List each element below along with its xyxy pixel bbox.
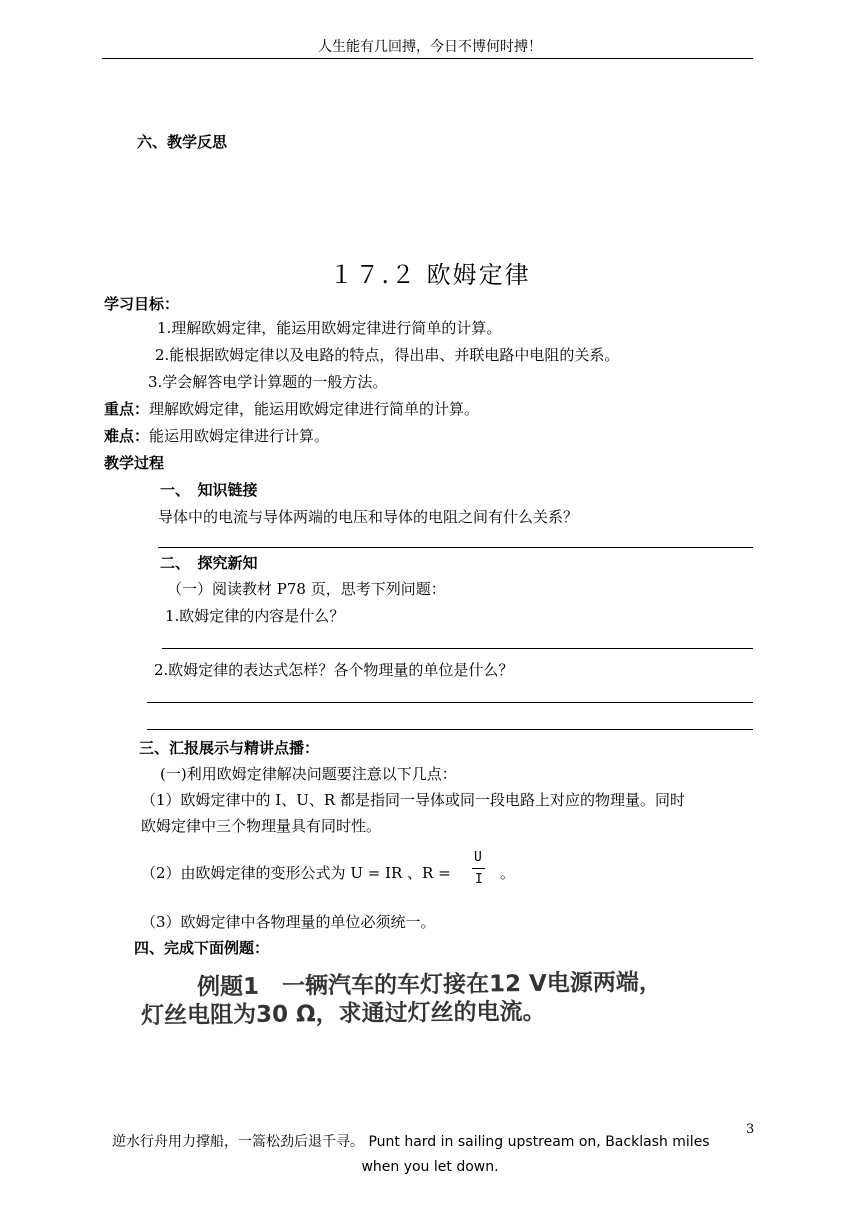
objective-item: 2.能根据欧姆定律以及电路的特点，得出串、并联电路中电阻的关系。 bbox=[155, 346, 620, 364]
fraction-numerator: U bbox=[474, 850, 482, 865]
part3-point2-suffix: 。 bbox=[500, 864, 516, 882]
part2-heading: 二、 探究新知 bbox=[160, 554, 258, 572]
answer-line bbox=[158, 547, 753, 548]
header-motto: 人生能有几回搏，今日不博何时搏！ bbox=[318, 39, 542, 55]
example-line1: 例题1 一辆汽车的车灯接在12 V电源两端， bbox=[196, 969, 662, 1001]
part1-heading: 一、 知识链接 bbox=[160, 481, 258, 499]
part3-point3: （3）欧姆定律中各物理量的单位必须统一。 bbox=[141, 913, 436, 931]
objectives-label: 学习目标： bbox=[104, 295, 180, 313]
section6-heading: 六、教学反思 bbox=[137, 133, 228, 151]
part2-q2: 2.欧姆定律的表达式怎样？各个物理量的单位是什么？ bbox=[154, 661, 514, 679]
part3-point2: （2）由欧姆定律的变形公式为 U = IR 、R = bbox=[141, 864, 451, 882]
example-line2: 灯丝电阻为30 Ω，求通过灯丝的电流。 bbox=[140, 998, 546, 1030]
difficulty bbox=[104, 425, 329, 446]
part3-intro: (一)利用欧姆定律解决问题要注意以下几点： bbox=[160, 765, 457, 783]
difficulty-text: 能运用欧姆定律进行计算。 bbox=[149, 427, 330, 445]
part2-q1: 1.欧姆定律的内容是什么？ bbox=[165, 607, 345, 625]
header-rule bbox=[102, 58, 753, 59]
answer-line bbox=[162, 648, 753, 649]
process-heading: 教学过程 bbox=[104, 454, 165, 472]
part3-point1-line1: （1）欧姆定律中的 I、U、R 都是指同一导体或同一段电路上对应的物理量。同时 bbox=[141, 791, 685, 809]
difficulty-label: 难点： bbox=[104, 427, 150, 445]
footer-line2: when you let down. bbox=[361, 1159, 499, 1175]
part3-point1-line2: 欧姆定律中三个物理量具有同时性。 bbox=[141, 817, 382, 835]
page-title: １７.２ 欧姆定律 bbox=[329, 261, 531, 289]
part2-intro: （一）阅读教材 P78 页，思考下列问题： bbox=[167, 580, 446, 598]
page-number: 3 bbox=[746, 1122, 755, 1137]
part3-heading: 三、汇报展示与精讲点播： bbox=[139, 739, 320, 757]
footer-line1: 逆水行舟用力撑船，一篙松劲后退千寻。 Punt hard in sailing upstream on, Backlash miles bbox=[112, 1134, 710, 1150]
fraction-denominator: I bbox=[475, 872, 483, 887]
part1-question: 导体中的电流与导体两端的电压和导体的电阻之间有什么关系？ bbox=[158, 508, 579, 526]
part4-heading: 四、完成下面例题： bbox=[134, 939, 270, 957]
answer-line bbox=[147, 702, 753, 703]
fraction-bar bbox=[472, 868, 485, 869]
answer-line bbox=[147, 729, 753, 730]
key-point-label: 重点： bbox=[104, 400, 150, 418]
objective-item: 3.学会解答电学计算题的一般方法。 bbox=[148, 373, 388, 391]
key-point bbox=[104, 398, 479, 419]
objective-item: 1.理解欧姆定律，能运用欧姆定律进行简单的计算。 bbox=[157, 319, 502, 337]
key-point-text: 理解欧姆定律，能运用欧姆定律进行简单的计算。 bbox=[149, 400, 480, 418]
